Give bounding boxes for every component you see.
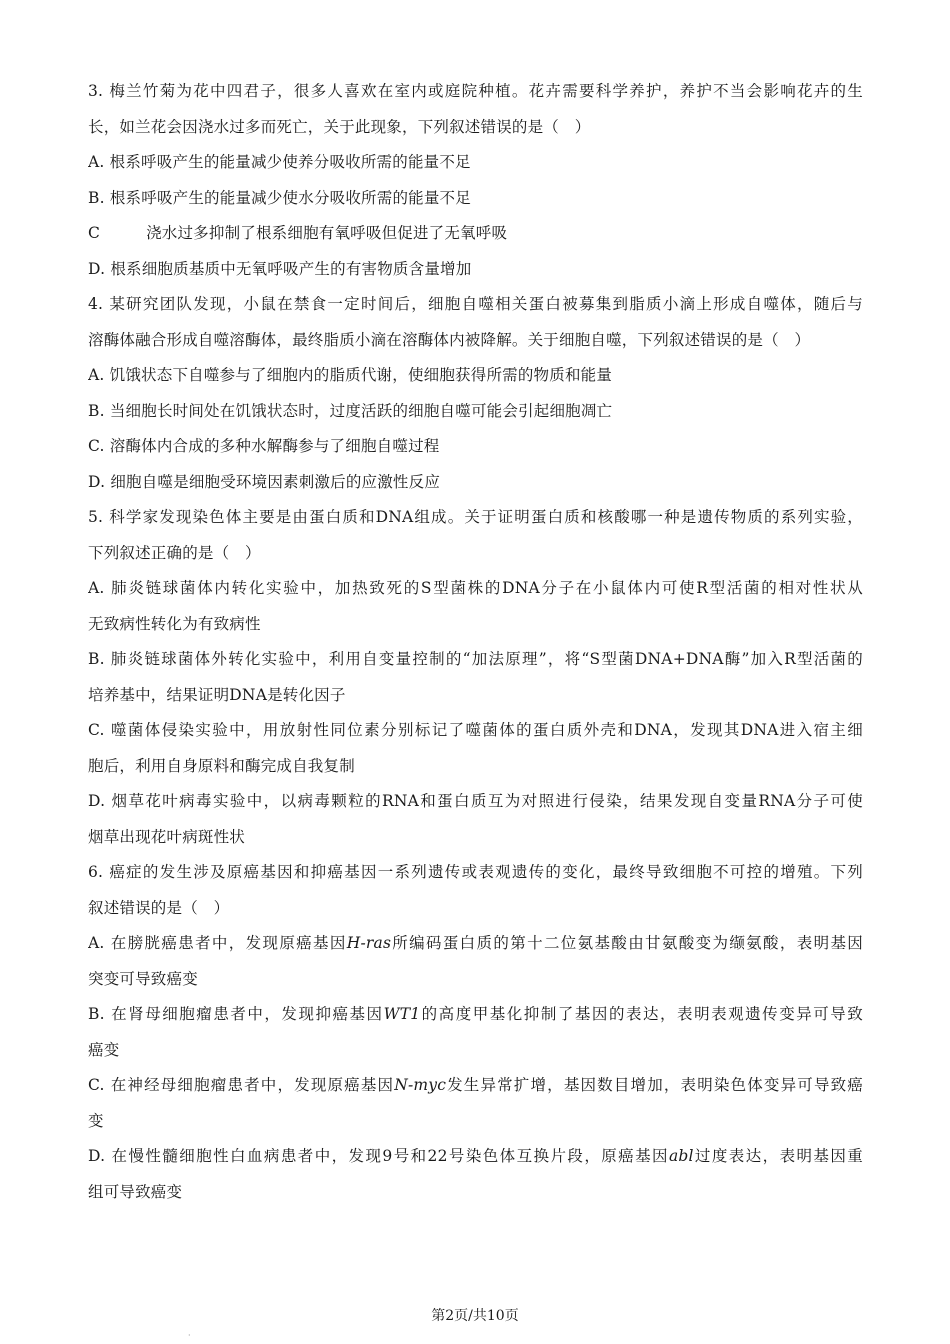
q3-stem-line2: 长，如兰花会因浇水过多而死亡，关于此现象，下列叙述错误的是（ ） bbox=[88, 117, 591, 136]
question-6 bbox=[88, 855, 863, 1210]
q6-option-a-line1 bbox=[88, 926, 863, 962]
q5-option-d-line1: D. 烟草花叶病毒实验中，以病毒颗粒的RNA和蛋白质互为对照进行侵染，结果发现自变量RNA分子可使 bbox=[88, 792, 863, 810]
q5-option-a-line2: 无致病性转化为有致病性 bbox=[88, 614, 261, 633]
q6-stem-line1: 6. 癌症的发生涉及原癌基因和抑癌基因一系列遗传或表观遗传的变化，最终导致细胞不可控的增殖。下列 bbox=[88, 863, 863, 881]
q4-stem-line1: 4. 某研究团队发现，小鼠在禁食一定时间后，细胞自噬相关蛋白被募集到脂质小滴上形成自噬体，随后与 bbox=[88, 295, 863, 313]
q3-option-a: A. 根系呼吸产生的能量减少使养分吸收所需的能量不足 bbox=[88, 153, 471, 171]
q6-option-c-gene: N-myc bbox=[394, 1076, 447, 1094]
q5-option-a-line1: A. 肺炎链球菌体内转化实验中，加热致死的S型菌株的DNA分子在小鼠体内可使R型活菌的相对性状从 bbox=[88, 579, 863, 597]
q5-option-b-line2: 培养基中，结果证明DNA是转化因子 bbox=[88, 685, 346, 704]
question-5 bbox=[88, 500, 863, 855]
q6-option-b-gene: WT1 bbox=[383, 1005, 421, 1023]
q3-option-c-text: 浇水过多抑制了根系细胞有氧呼吸但促进了无氧呼吸 bbox=[146, 224, 508, 242]
q6-option-c-post: 发生异常扩增，基因数目增加，表明染色体变异可导致癌 bbox=[446, 1076, 863, 1094]
q6-option-b-line2: 癌变 bbox=[88, 1040, 120, 1059]
q6-option-c-pre: C. 在神经母细胞瘤患者中，发现原癌基因 bbox=[88, 1076, 395, 1094]
q5-option-b-line1: B. 肺炎链球菌体外转化实验中，利用自变量控制的“加法原理”，将“S型菌DNA+DNA酶”加入R型活菌的 bbox=[88, 650, 863, 668]
q4-option-a: A. 饥饿状态下自噬参与了细胞内的脂质代谢，使细胞获得所需的物质和能量 bbox=[88, 366, 613, 384]
q3-stem-line1: 3. 梅兰竹菊为花中四君子，很多人喜欢在室内或庭院种植。花卉需要科学养护，养护不当会影响花卉的生 bbox=[88, 82, 863, 100]
q5-stem-line1: 5. 科学家发现染色体主要是由蛋白质和DNA组成。关于证明蛋白质和核酸哪一种是遗传物质的系列实验， bbox=[88, 508, 863, 526]
q6-option-b-line1 bbox=[88, 997, 863, 1033]
q6-option-c-line2: 变 bbox=[88, 1111, 104, 1130]
q3-option-d: D. 根系细胞质基质中无氧呼吸产生的有害物质含量增加 bbox=[88, 259, 472, 278]
q4-option-c: C. 溶酶体内合成的多种水解酶参与了细胞自噬过程 bbox=[88, 437, 440, 455]
question-4 bbox=[88, 287, 863, 500]
q3-option-c bbox=[88, 216, 863, 252]
q6-option-d-line1 bbox=[88, 1139, 863, 1175]
q6-option-a-line2: 突变可导致癌变 bbox=[88, 969, 198, 988]
q6-option-b-post: 的高度甲基化抑制了基因的表达，表明表观遗传变异可导致 bbox=[420, 1005, 863, 1023]
q6-option-a-gene: H-ras bbox=[346, 934, 392, 952]
question-list bbox=[88, 74, 863, 1210]
q4-option-b: B. 当细胞长时间处在饥饿状态时，过度活跃的细胞自噬可能会引起细胞凋亡 bbox=[88, 401, 613, 420]
q5-option-c-line2: 胞后，利用自身原料和酶完成自我复制 bbox=[88, 756, 355, 775]
q6-option-d-gene: abl bbox=[668, 1147, 694, 1165]
q5-option-d-line2: 烟草出现花叶病斑性状 bbox=[88, 827, 246, 846]
page-number: 第2页/共10页 bbox=[431, 1308, 519, 1324]
q6-option-d-post: 过度表达，表明基因重 bbox=[693, 1147, 863, 1165]
q5-option-c-line1: C. 噬菌体侵染实验中，用放射性同位素分别标记了噬菌体的蛋白质外壳和DNA，发现其DNA进入宿主细 bbox=[88, 721, 863, 739]
q6-stem-line2: 叙述错误的是（ ） bbox=[88, 898, 230, 917]
q4-stem-line2: 溶酶体融合形成自噬溶酶体，最终脂质小滴在溶酶体内被降解。关于细胞自噬，下列叙述错误的是（ ） bbox=[88, 330, 811, 349]
scan-speck: · bbox=[188, 1331, 191, 1340]
q6-option-b-pre: B. 在肾母细胞瘤患者中，发现抑癌基因 bbox=[88, 1005, 384, 1023]
q6-option-d-line2: 组可导致癌变 bbox=[88, 1182, 183, 1201]
question-3 bbox=[88, 74, 863, 287]
q6-option-a-post: 所编码蛋白质的第十二位氨基酸由甘氨酸变为缬氨酸，表明基因 bbox=[391, 934, 863, 952]
q6-option-c-line1 bbox=[88, 1068, 863, 1104]
q4-option-d: D. 细胞自噬是细胞受环境因素刺激后的应激性反应 bbox=[88, 472, 441, 491]
q3-option-b: B. 根系呼吸产生的能量减少使水分吸收所需的能量不足 bbox=[88, 188, 471, 207]
q3-option-c-letter: C bbox=[88, 224, 101, 242]
q5-stem-line2: 下列叙述正确的是（ ） bbox=[88, 543, 261, 562]
q6-option-d-pre: D. 在慢性髓细胞性白血病患者中，发现9号和22号染色体互换片段，原癌基因 bbox=[88, 1147, 669, 1165]
q6-option-a-pre: A. 在膀胱癌患者中，发现原癌基因 bbox=[88, 934, 347, 952]
